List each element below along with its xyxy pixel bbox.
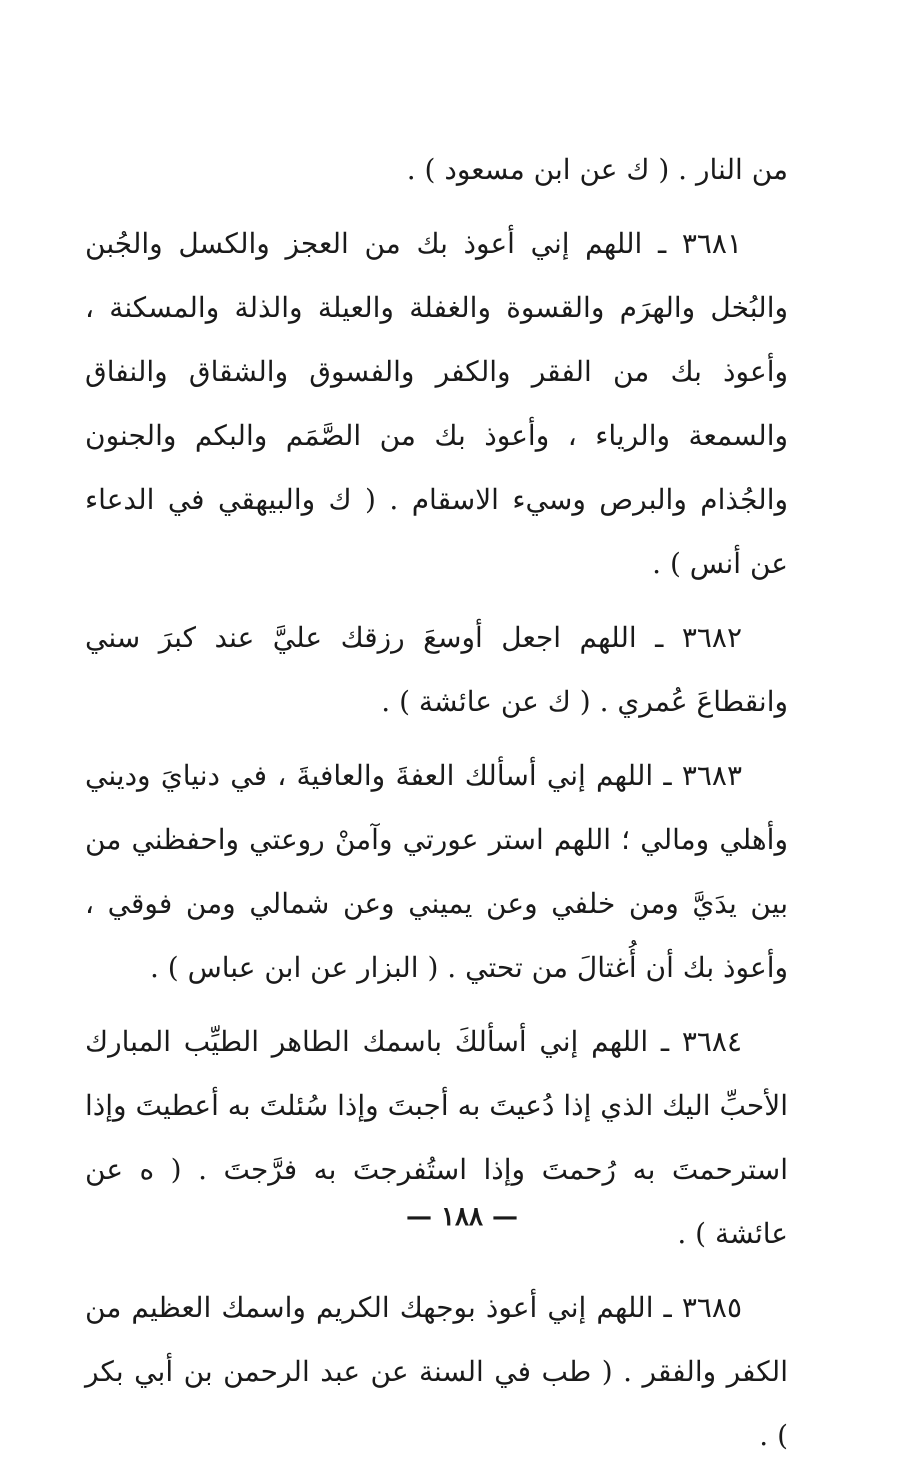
hadith-3681: ٣٦٨١ ـ اللهم إني أعوذ بك من العجز والكسل والجُبن والبُخل والهرَم والقسوة والغفلة والعيلة والذلة والمسكنة ، وأعوذ بك من الفقر والكفر والفسوق والشقاق والنفاق والسمعة والرياء ، وأعوذ بك من الصَّمَم والبكم والجنون والجُذام والبرص وسيء الاسقام . ( ك والبيهقي في الدعاء عن أنس ) . — [85, 227, 788, 580]
hadith-3685: ٣٦٨٥ ـ اللهم إني أعوذ بوجهك الكريم واسمك العظيم من الكفر والفقر . ( طب في السنة عن عبد الرحمن بن أبي بكر ) . — [85, 1291, 788, 1452]
page-body-text — [85, 138, 788, 1478]
hadith-3684: ٣٦٨٤ ـ اللهم إني أسألكَ باسمك الطاهر الطيِّب المبارك الأحبِّ اليك الذي إذا دُعيتَ به أجبتَ وإذا سُئلتَ به أعطيتَ وإذا استرحمتَ به رُحمتَ وإذا استُفرجتَ به فرَّجتَ . ( ه عن عائشة ) . — [85, 1025, 788, 1250]
page-number: — ١٨٨ — — [405, 1202, 519, 1232]
hadith-3682: ٣٦٨٢ ـ اللهم اجعل أوسعَ رزقك عليَّ عند كبرَ سني وانقطاعَ عُمري . ( ك عن عائشة ) . — [85, 621, 788, 718]
hadith-3683: ٣٦٨٣ ـ اللهم إني أسألك العفةَ والعافيةَ ، في دنيايَ وديني وأهلي ومالي ؛ اللهم استر عورتي وآمنْ روعتي واحفظني من بين يدَيَّ ومن خلفي وعن يميني وعن شمالي ومن فوقي ، وأعوذ بك أن أُغتالَ من تحتي . ( البزار عن ابن عباس ) . — [85, 759, 788, 984]
continuation-line: من النار . ( ك عن ابن مسعود ) . — [406, 153, 788, 186]
